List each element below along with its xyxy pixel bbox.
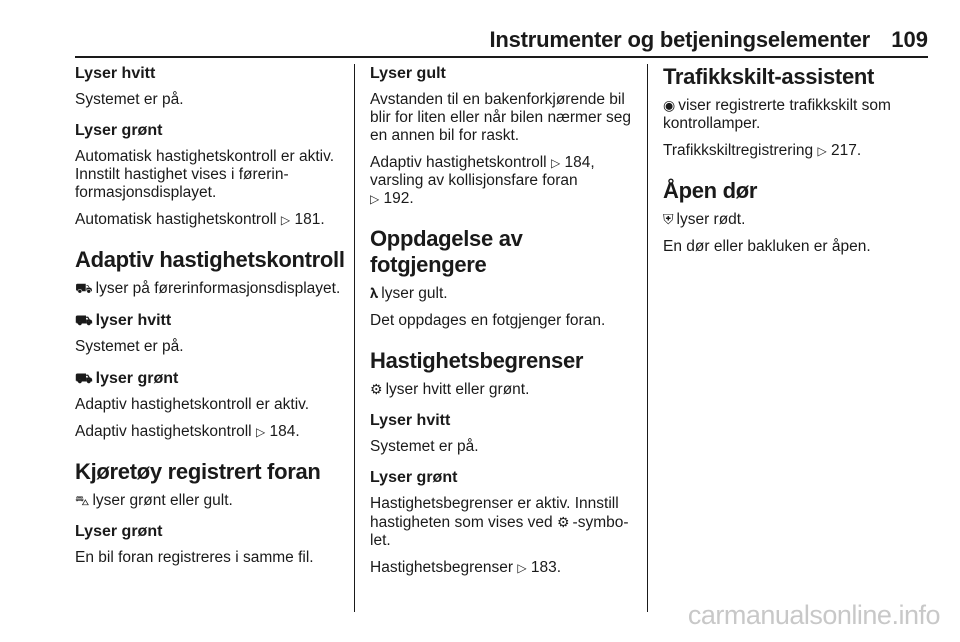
ref-arrow-icon: ▷	[817, 144, 827, 158]
door-open-icon: ⛨	[663, 211, 674, 227]
heading-lyser-gront: Lyser grønt	[370, 469, 458, 486]
paragraph: 𝛌 lyser gult.	[370, 285, 448, 302]
subheading-lyser-hvitt: ⛟ lyser hvitt	[75, 312, 172, 329]
speed-limiter-icon: ⚙	[556, 514, 570, 530]
heading-lyser-hvitt: Lyser hvitt	[75, 65, 156, 82]
paragraph: En dør eller bakluken er åpen.	[663, 238, 871, 255]
cross-reference: Automatisk hastighetskontroll ▷ 181.	[75, 211, 325, 228]
page-header-title: Instrumenter og betjeningselementer	[489, 27, 870, 52]
paragraph: ⚙ lyser hvitt eller grønt.	[370, 381, 530, 398]
cross-reference: Adaptiv hastighetskontroll ▷ 184, varsling av kollisjonsfare foran ▷ 192.	[370, 154, 595, 207]
ref-arrow-icon: ▷	[517, 561, 527, 575]
column-1	[75, 64, 345, 576]
paragraph: Det oppdages en fotgjenger foran.	[370, 312, 606, 329]
paragraph: ⛨ lyser rødt.	[663, 211, 746, 228]
paragraph: ◉ viser registrerte trafikkskilt som kontrollamper.	[663, 97, 891, 132]
ref-arrow-icon: ▷	[370, 192, 380, 206]
paragraph: Avstanden til en bakenforkjørende bil blir for liten eller når bilen nærmer seg en annen bil for raskt.	[370, 91, 632, 144]
watermark: carmanualsonline.info	[687, 600, 940, 630]
heading-lyser-gult: Lyser gult	[370, 65, 446, 82]
heading-lyser-gront: Lyser grønt	[75, 122, 163, 139]
heading-apen-dor: Åpen dør	[663, 178, 758, 203]
traffic-sign-icon: ◉	[663, 97, 676, 113]
cross-reference: Hastighetsbegrenser ▷ 183.	[370, 559, 562, 576]
heading-oppdagelse-av-fotgjengere: Oppdagelse av fotgjengere	[370, 226, 523, 277]
ref-arrow-icon: ▷	[255, 425, 266, 439]
paragraph: Systemet er på.	[75, 338, 184, 355]
ref-arrow-icon: ▷	[280, 213, 291, 227]
adaptive-cruise-icon: ⛟	[75, 280, 93, 296]
heading-lyser-hvitt: Lyser hvitt	[370, 412, 451, 429]
heading-trafikkskilt-assistent: Trafikkskilt-assistent	[663, 64, 875, 89]
column-2	[370, 64, 635, 586]
subheading-lyser-gront: ⛟ lyser grønt	[75, 370, 179, 387]
heading-adaptiv-hastighetskontroll: Adaptiv hastighetskontroll	[75, 247, 345, 272]
adaptive-cruise-icon: ⛟	[75, 312, 93, 328]
page-number: 109	[891, 27, 928, 52]
header-rule	[75, 56, 928, 58]
paragraph: Systemet er på.	[370, 438, 479, 455]
column-3	[663, 64, 928, 265]
speed-limiter-icon: ⚙	[370, 381, 383, 397]
cross-reference: Trafikkskiltregistrering ▷ 217.	[663, 142, 862, 159]
column-divider-2	[647, 64, 648, 612]
column-divider-1	[354, 64, 355, 612]
paragraph: ⛟ lyser på førerinformasjonsdisplayet.	[75, 280, 341, 297]
paragraph: Hastighetsbegrenser er aktiv. Innstill hastigheten som vises ved ⚙ -symbolet.	[370, 495, 629, 549]
paragraph: En bil foran registreres i samme fil.	[75, 549, 314, 566]
ref-arrow-icon: ▷	[550, 156, 561, 170]
heading-hastighetsbegrenser: Hastighetsbegrenser	[370, 348, 584, 373]
pedestrian-icon: 𝛌	[370, 285, 379, 301]
heading-lyser-gront: Lyser grønt	[75, 523, 163, 540]
adaptive-cruise-icon: ⛟	[75, 370, 93, 386]
paragraph: Adaptiv hastighetskontroll er aktiv.	[75, 396, 310, 413]
vehicle-ahead-icon: ⛍	[75, 492, 90, 508]
paragraph: ⛍ lyser grønt eller gult.	[75, 492, 233, 509]
cross-reference: Adaptiv hastighetskontroll ▷ 184.	[75, 423, 300, 440]
paragraph: Systemet er på.	[75, 91, 184, 108]
paragraph: Automatisk hastighetskontroll er aktiv. Innstilt hastighet vises i førerinformasjonsdisplayet.	[75, 148, 335, 201]
heading-kjoretoy-registrert-foran: Kjøretøy registrert foran	[75, 459, 321, 484]
